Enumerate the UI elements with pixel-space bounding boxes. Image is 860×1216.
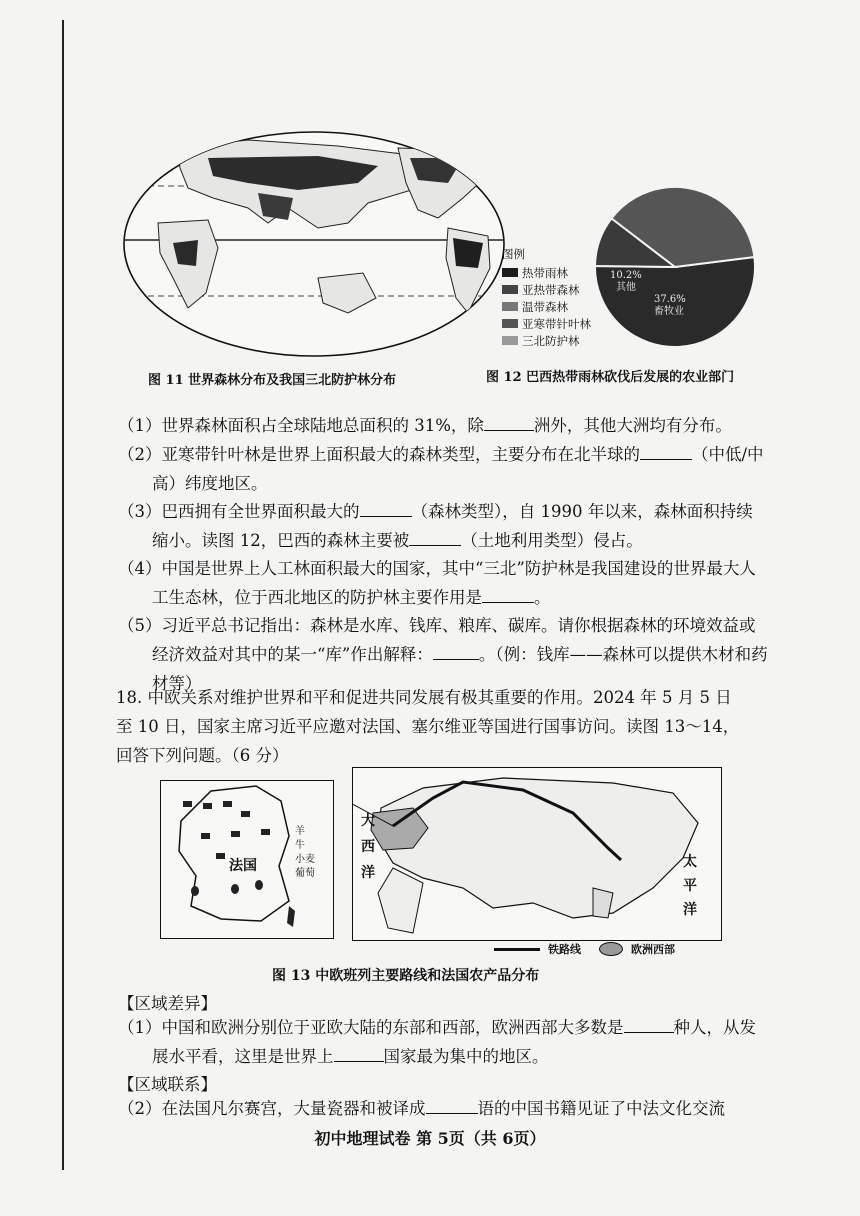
pie-label-other: 其他 — [616, 282, 636, 293]
fig12-caption: 图 12 巴西热带雨林砍伐后发展的农业部门 — [486, 370, 735, 385]
legend-title: 图例 — [502, 247, 525, 261]
answer-blank[interactable] — [360, 500, 412, 517]
rail-line-icon — [494, 948, 540, 951]
map-legend — [502, 246, 591, 349]
q18-intro: 18. 中欧关系对维护世界和平和促进共同发展有极其重要的作用。2024 年 5 月 5 日 至 10 日，国家主席习近平应邀对法国、塞尔维亚等国进行国事访问。读图 13～14， 回答下列问题。（6 分） — [116, 688, 740, 765]
q17-item-2: （2）亚寒带针叶林是世界上面积最大的森林类型，主要分布在北半球的 （中低/中高）纬度地区。 — [118, 445, 764, 493]
region-link-title: 【区域联系】 — [118, 1075, 217, 1094]
q17-item-5: （5）习近平总书记指出：森林是水库、钱库、粮库、碳库。请你根据森林的环境效益或经济效益对其中的某一“库”作出解释： 。（例：钱库——森林可以提供木材和药材等） — [118, 616, 768, 693]
pie-label-livestock-value: 37.6% — [654, 294, 686, 305]
pie-label-other-value: 10.2% — [610, 270, 642, 281]
fig11-caption: 图 11 世界森林分布及我国三北防护林分布 — [148, 373, 397, 388]
brazil-pie-chart — [590, 182, 760, 352]
france-label: 法国 — [229, 858, 257, 874]
subtropical-forest-swatch-icon — [502, 285, 518, 294]
answer-blank[interactable] — [334, 1045, 384, 1062]
west-europe-swatch-icon — [599, 942, 623, 956]
eurasia-rail-map — [352, 767, 722, 941]
fig13-legend: 铁路线 欧洲西部 — [494, 941, 675, 957]
world-forest-map — [118, 128, 510, 360]
tropical-rainforest-swatch-icon — [502, 268, 518, 277]
pie-label-livestock: 畜牧业 — [654, 306, 684, 317]
legend-item: 亚热带森林 — [502, 281, 591, 298]
fig13-caption: 图 13 中欧班列主要路线和法国农产品分布 — [272, 968, 540, 984]
eurasia-outline-icon — [353, 768, 721, 940]
answer-blank[interactable] — [433, 643, 479, 660]
region-diff-q1: （1）中国和欧洲分别位于亚欧大陆的东部和西部，欧洲西部大多数是 种人，从发展水平看，这里是世界上 国家最为集中的地区。 — [118, 1018, 756, 1066]
binding-margin-line — [62, 20, 64, 1170]
q17-item-4: （4）中国是世界上人工林面积最大的国家，其中“三北”防护林是我国建设的世界最大人工生态林，位于西北地区的防护林主要作用是 。 — [118, 559, 756, 607]
q17-item-3: （3）巴西拥有全世界面积最大的 （森林类型），自 1990 年以来，森林面积持续缩小。读图 12，巴西的森林主要被 （土地利用类型）侵占。 — [118, 502, 753, 550]
legend-item: 热带雨林 — [502, 264, 591, 281]
boreal-forest-swatch-icon — [502, 319, 518, 328]
temperate-forest-swatch-icon — [502, 302, 518, 311]
answer-blank[interactable] — [482, 586, 534, 603]
q17-item-1: （1）世界森林面积占全球陆地总面积的 31%，除 洲外，其他大洲均有分布。 — [118, 416, 732, 435]
answer-blank[interactable] — [409, 529, 461, 546]
answer-blank[interactable] — [484, 414, 534, 431]
pacific-label: 太 平 洋 — [683, 854, 697, 918]
page-footer: 初中地理试卷 第 5页（共 6页） — [314, 1129, 546, 1148]
legend-item: 亚寒带针叶林 — [502, 315, 591, 332]
france-legend: 羊 牛 小麦 葡萄 — [295, 826, 315, 879]
france-map — [160, 780, 334, 939]
answer-blank[interactable] — [426, 1097, 478, 1114]
region-link-q2: （2）在法国凡尔赛宫，大量瓷器和被译成 语的中国书籍见证了中法文化交流 — [118, 1099, 725, 1118]
answer-blank[interactable] — [624, 1016, 674, 1033]
legend-item: 温带森林 — [502, 298, 591, 315]
three-north-shelterbelt-swatch-icon — [502, 336, 518, 345]
atlantic-label: 大 西 洋 — [361, 813, 375, 881]
legend-item: 三北防护林 — [502, 332, 591, 349]
answer-blank[interactable] — [640, 443, 692, 460]
region-difference-title: 【区域差异】 — [118, 994, 217, 1013]
